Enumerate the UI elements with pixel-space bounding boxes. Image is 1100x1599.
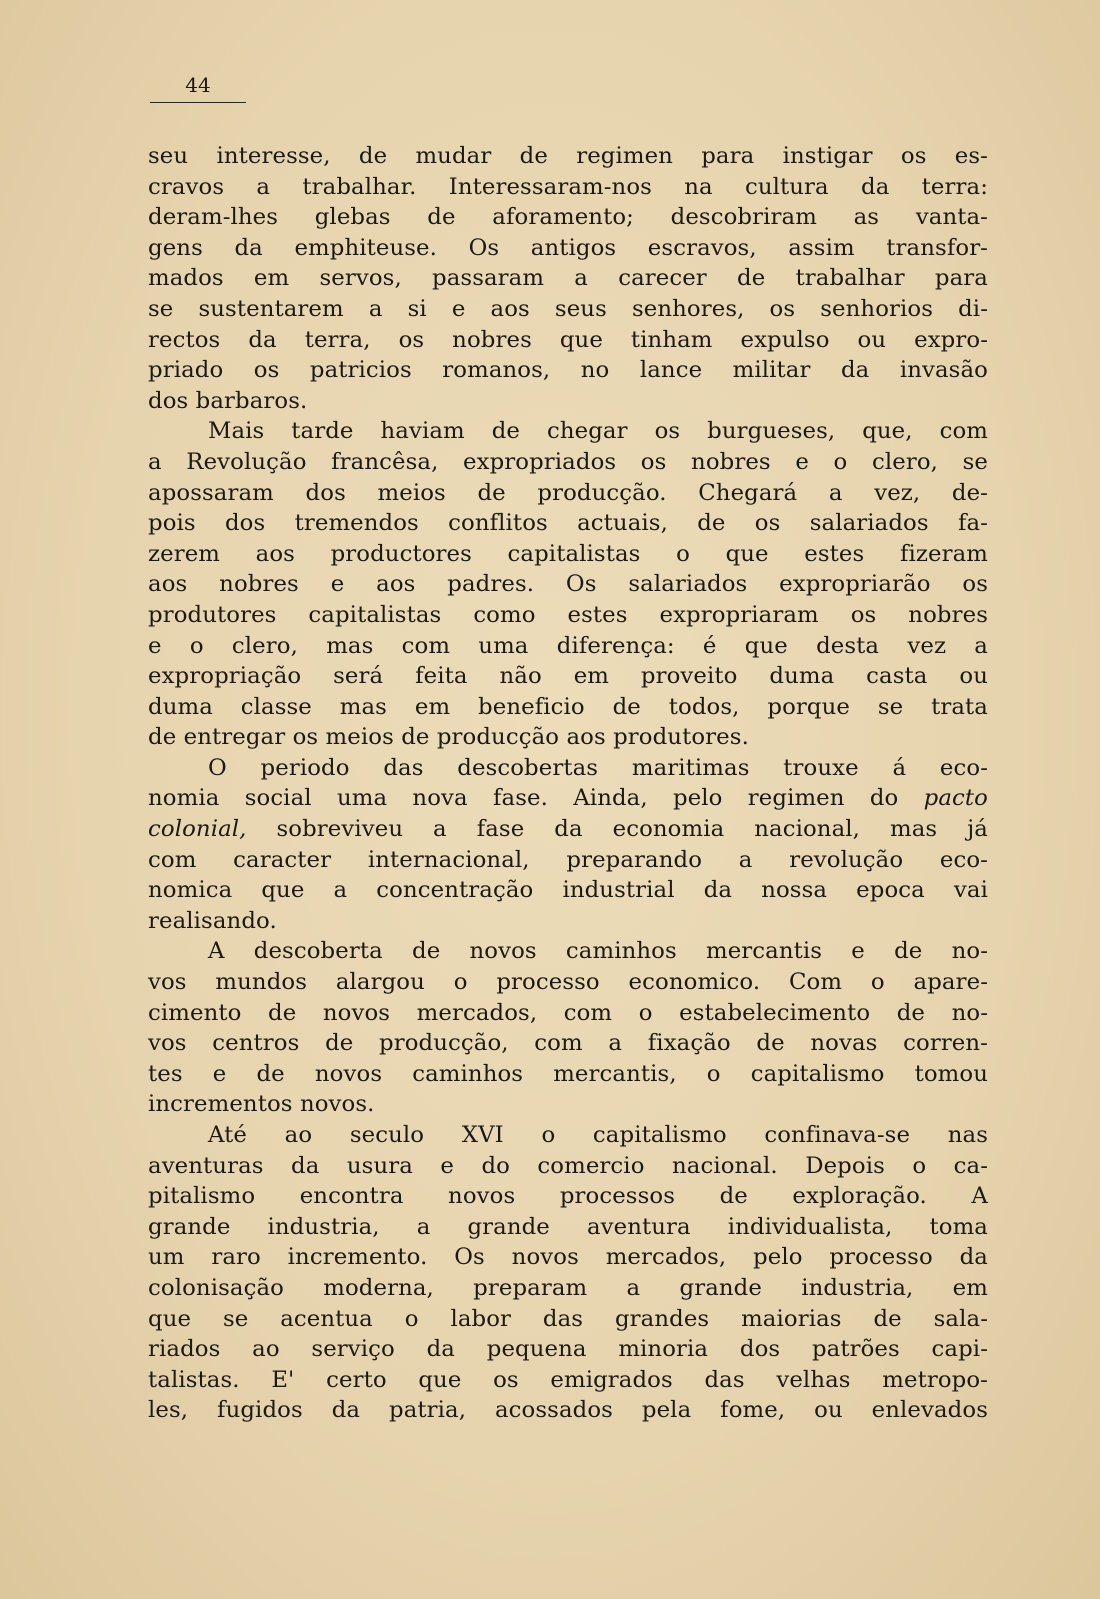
text-line: gens da emphiteuse. Os antigos escravos, assim transfor- — [148, 234, 988, 261]
text-fragment: sobreviveu a fase da economia nacional, mas já — [246, 816, 988, 843]
text-line: vos centros de producção, com a fixação de novas corren- — [148, 1030, 988, 1057]
text-line: incrementos novos. — [148, 1091, 375, 1118]
text-line — [148, 783, 988, 814]
text-line: realisando. — [148, 907, 277, 934]
text-line: pois dos tremendos conflitos actuais, de os salariados fa- — [148, 510, 988, 537]
paragraph-start: A descoberta de novos caminhos mercantis e de no- — [208, 938, 988, 965]
text-line — [148, 814, 988, 845]
text-line: aos nobres e aos padres. Os salariados expropriarão os — [148, 571, 988, 598]
text-line: aventuras da usura e do comercio nacional. Depois o ca- — [148, 1152, 988, 1179]
text-line: mados em servos, passaram a carecer de trabalhar para — [148, 265, 988, 292]
text-line: e o clero, mas com uma diferença: é que desta vez a — [148, 632, 988, 659]
text-line: produtores capitalistas como estes expropriaram os nobres — [148, 601, 988, 628]
text-line: expropriação será feita não em proveito duma casta ou — [148, 663, 988, 690]
paragraph-start: Mais tarde haviam de chegar os burgueses, que, com — [208, 418, 988, 445]
text-line: nomica que a concentração industrial da nossa epoca vai — [148, 877, 988, 904]
text-line: cimento de novos mercados, com o estabelecimento de no- — [148, 999, 988, 1026]
text-line: dos barbaros. — [148, 387, 308, 414]
text-line: colonisação moderna, preparam a grande industria, em — [148, 1274, 988, 1301]
text-line: com caracter internacional, preparando a revolução eco- — [148, 846, 988, 873]
paragraph-start: Até ao seculo XVI o capitalismo confinava-se nas — [208, 1122, 988, 1148]
text-line: talistas. E' certo que os emigrados das velhas metropo- — [148, 1366, 988, 1393]
text-line: que se acentua o labor das grandes maiorias de sala- — [148, 1305, 988, 1332]
text-line: a Revolução francêsa, expropriados os nobres e o clero, se — [148, 448, 988, 475]
page-number: 44 — [150, 72, 246, 103]
text-line: tes e de novos caminhos mercantis, o capitalismo tomou — [148, 1060, 988, 1087]
text-line: pitalismo encontra novos processos de exploração. A — [148, 1183, 988, 1210]
text-line: duma classe mas em beneficio de todos, porque se trata — [148, 693, 988, 720]
text-fragment: nomia social uma nova fase. Ainda, pelo regimen do — [148, 785, 899, 812]
text-line: priado os patricios romanos, no lance militar da invasão — [148, 357, 988, 384]
text-line: zerem aos productores capitalistas o que estes fizeram — [148, 540, 988, 567]
text-line: seu interesse, de mudar de regimen para instigar os es- — [148, 143, 988, 169]
body-text — [148, 141, 988, 1426]
paragraph-start: O periodo das descobertas maritimas trouxe á eco- — [208, 754, 988, 781]
text-line: les, fugidos da patria, acossados pela fome, ou enlevados — [148, 1397, 988, 1424]
text-line: riados ao serviço da pequena minoria dos patrões capi- — [148, 1336, 988, 1363]
text-line: cravos a trabalhar. Interessaram-nos na cultura da terra: — [148, 173, 988, 200]
italic-term: pacto — [923, 785, 988, 812]
text-line: deram-lhes glebas de aforamento; descobriram as vanta- — [148, 204, 988, 231]
text-line: rectos da terra, os nobres que tinham expulso ou expro- — [148, 326, 988, 353]
text-line: de entregar os meios de producção aos produtores. — [148, 724, 749, 751]
text-line: vos mundos alargou o processo economico. Com o apare- — [148, 969, 988, 996]
text-line: um raro incremento. Os novos mercados, pelo processo da — [148, 1244, 988, 1271]
text-line: se sustentarem a si e aos seus senhores, os senhorios di- — [148, 295, 988, 322]
italic-term: colonial, — [148, 816, 247, 843]
text-line: apossaram dos meios de producção. Chegará a vez, de- — [148, 479, 988, 506]
text-line: grande industria, a grande aventura individualista, toma — [148, 1213, 988, 1240]
